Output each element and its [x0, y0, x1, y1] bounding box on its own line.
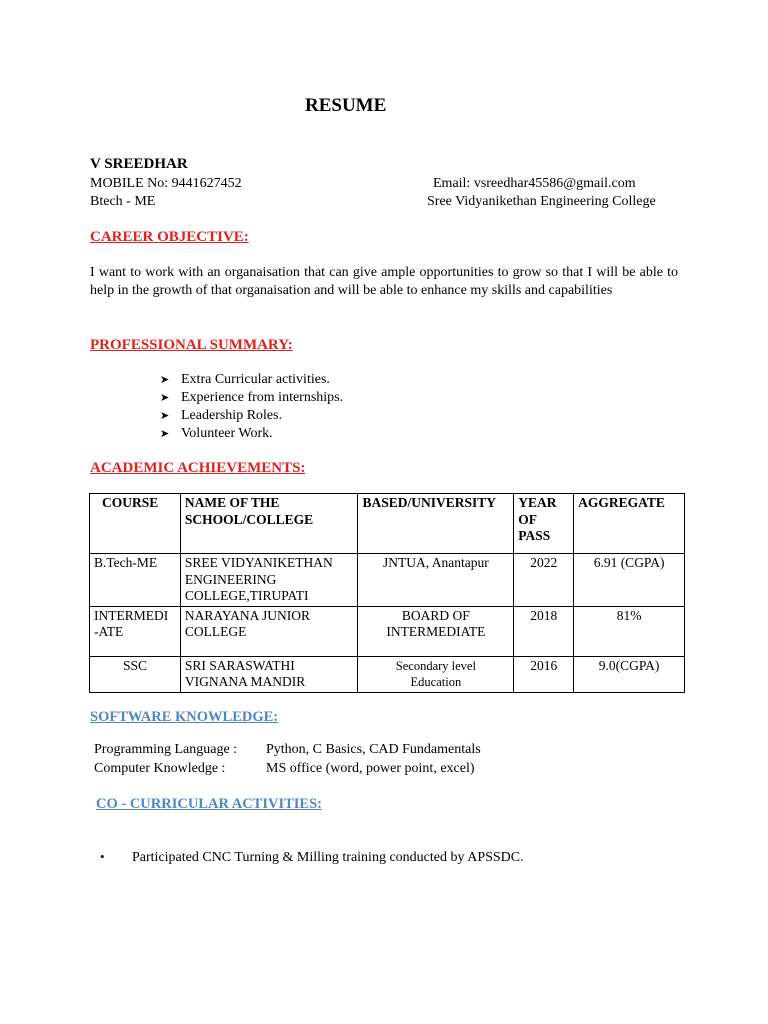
programming-language-value: Python, C Basics, CAD Fundamentals [266, 742, 481, 757]
table-row [90, 656, 685, 692]
email-address: Email: vsreedhar45586@gmail.com [433, 176, 636, 191]
arrow-bullet-icon: ➤ [160, 392, 170, 404]
header-aggregate: AGGREGATE [574, 494, 685, 554]
arrow-bullet-icon: ➤ [160, 374, 170, 386]
career-objective-heading: CAREER OBJECTIVE: [90, 229, 249, 245]
list-item: ➤ Extra Curricular activities. [160, 372, 330, 387]
list-item: ➤ Volunteer Work. [160, 426, 273, 441]
cell-university: BOARD OF INTERMEDIATE [358, 606, 514, 656]
cell-course: SSC [90, 656, 181, 692]
header-school: NAME OF THE SCHOOL/COLLEGE [180, 494, 358, 554]
academic-achievements-heading: ACADEMIC ACHIEVEMENTS: [90, 460, 306, 476]
header-university: BASED/UNIVERSITY [358, 494, 514, 554]
cell-school: SREE VIDYANIKETHAN ENGINEERING COLLEGE,TIRUPATI [180, 554, 358, 607]
table-row [90, 606, 685, 656]
dot-bullet-icon: • [100, 849, 105, 864]
arrow-bullet-icon: ➤ [160, 410, 170, 422]
table-row [90, 554, 685, 607]
cell-year: 2016 [514, 656, 574, 692]
header-year: YEAR OF PASS [514, 494, 574, 554]
academic-table [89, 493, 685, 693]
cell-course: B.Tech-ME [90, 554, 181, 607]
cell-school: NARAYANA JUNIOR COLLEGE [180, 606, 358, 656]
cell-year: 2018 [514, 606, 574, 656]
cell-school: SRI SARASWATHI VIGNANA MANDIR [180, 656, 358, 692]
cell-year: 2022 [514, 554, 574, 607]
cell-aggregate: 81% [574, 606, 685, 656]
candidate-name: V SREEDHAR [90, 156, 188, 172]
list-item: ➤ Leadership Roles. [160, 408, 283, 423]
list-item: • Participated CNC Turning & Milling training conducted by APSSDC. [100, 849, 524, 865]
co-curricular-heading: CO - CURRICULAR ACTIVITIES: [96, 796, 322, 812]
mobile-number: MOBILE No: 9441627452 [90, 176, 242, 191]
degree: Btech - ME [90, 194, 156, 209]
professional-summary-heading: PROFESSIONAL SUMMARY: [90, 337, 293, 353]
software-knowledge-heading: SOFTWARE KNOWLEDGE: [90, 709, 279, 725]
list-item: ➤ Experience from internships. [160, 390, 344, 405]
cell-aggregate: 9.0(CGPA) [574, 656, 685, 692]
cell-course: INTERMEDI -ATE [90, 606, 181, 656]
page-title: RESUME [305, 95, 387, 116]
arrow-bullet-icon: ➤ [160, 428, 170, 440]
career-objective-text: I want to work with an organaisation that can give ample opportunities to grow so that I will be able to help in the growth of that organaisation and will be able to enhance my skills and capabilities [90, 265, 678, 298]
cell-university: JNTUA, Anantapur [358, 554, 514, 607]
table-header-row [90, 494, 685, 554]
cell-university: Secondary level Education [358, 656, 514, 692]
header-course: COURSE [90, 494, 181, 554]
computer-knowledge-value: MS office (word, power point, excel) [266, 761, 475, 776]
professional-summary-list [160, 371, 343, 443]
programming-language-label: Programming Language : [94, 742, 238, 757]
college-name: Sree Vidyanikethan Engineering College [427, 194, 656, 209]
computer-knowledge-label: Computer Knowledge : [94, 761, 226, 776]
cell-aggregate: 6.91 (CGPA) [574, 554, 685, 607]
